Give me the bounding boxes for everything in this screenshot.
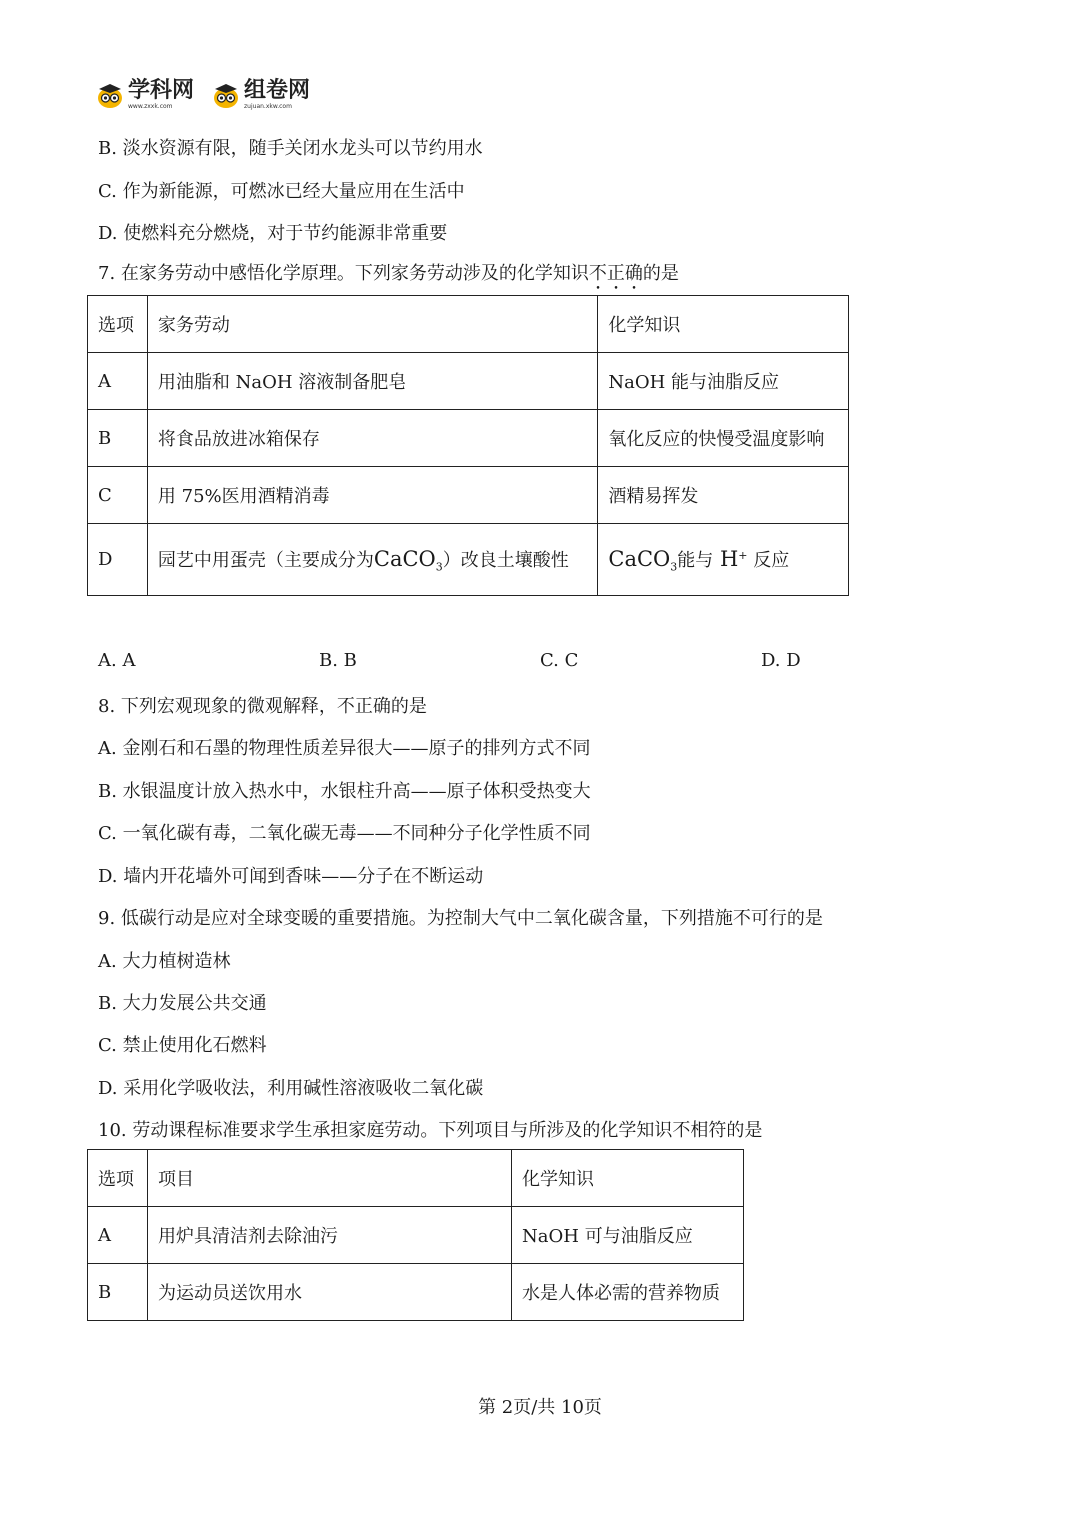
q6-option-c: C. 作为新能源，可燃冰已经大量应用在生活中 [98, 181, 465, 202]
choice-d[interactable]: D. D [761, 650, 801, 671]
table-cell: B [88, 1264, 148, 1321]
q7-emphasis: 不正确 [588, 263, 643, 284]
table-cell: 水是人体必需的营养物质 [512, 1264, 744, 1321]
table-cell: NaOH 可与油脂反应 [512, 1207, 744, 1264]
logo-zujuan [212, 80, 310, 110]
table-row [88, 467, 849, 524]
q9-option-b: B. 大力发展公共交通 [98, 993, 267, 1014]
table-cell: NaOH 能与油脂反应 [598, 353, 849, 410]
logo-zxxk [96, 80, 194, 110]
table-header-cell: 家务劳动 [147, 296, 597, 353]
table-cell: C [88, 467, 148, 524]
table-cell: CaCO$_3$能与 H+ 反应 [598, 524, 849, 596]
table-cell: 用 75%医用酒精消毒 [147, 467, 597, 524]
page-number: 第 2页/共 10页 [478, 1397, 602, 1418]
q8-option-b: B. 水银温度计放入热水中，水银柱升高——原子体积受热变大 [98, 781, 591, 802]
q9-option-a: A. 大力植树造林 [98, 951, 231, 972]
table-header-cell: 项目 [147, 1150, 511, 1207]
q7-stem: 7. 在家务劳动中感悟化学原理。下列家务劳动涉及的化学知识不正确的是 [98, 263, 679, 284]
table-cell: 园艺中用蛋壳（主要成分为CaCO$_3$）改良土壤酸性 [147, 524, 597, 596]
table-cell: A [88, 1207, 148, 1264]
q9-stem: 9. 低碳行动是应对全球变暖的重要措施。为控制大气中二氧化碳含量，下列措施不可行的是 [98, 908, 823, 929]
q10-stem: 10. 劳动课程标准要求学生承担家庭劳动。下列项目与所涉及的化学知识不相符的是 [98, 1120, 763, 1141]
table-cell: 酒精易挥发 [598, 467, 849, 524]
choice-c[interactable]: C. C [540, 650, 579, 671]
table-cell: D [88, 524, 148, 596]
owl-mascot-icon [212, 81, 240, 109]
table-row [88, 410, 849, 467]
q7-table [87, 295, 849, 596]
table-header-cell: 选项 [88, 1150, 148, 1207]
table-row [88, 1207, 744, 1264]
q9-option-d: D. 采用化学吸收法，利用碱性溶液吸收二氧化碳 [98, 1078, 484, 1099]
table-header-row [88, 1150, 744, 1207]
q8-option-d: D. 墙内开花墙外可闻到香味——分子在不断运动 [98, 866, 484, 887]
table-cell: A [88, 353, 148, 410]
table-row [88, 353, 849, 410]
table-cell: 用炉具清洁剂去除油污 [147, 1207, 511, 1264]
header-logos [96, 80, 310, 110]
table-header-cell: 化学知识 [598, 296, 849, 353]
q6-option-d: D. 使燃料充分燃烧，对于节约能源非常重要 [98, 223, 448, 244]
table-cell: 氧化反应的快慢受温度影响 [598, 410, 849, 467]
table-cell: 为运动员送饮用水 [147, 1264, 511, 1321]
table-header-cell: 化学知识 [512, 1150, 744, 1207]
q6-option-b: B. 淡水资源有限，随手关闭水龙头可以节约用水 [98, 138, 483, 159]
q8-option-a: A. 金刚石和石墨的物理性质差异很大——原子的排列方式不同 [98, 738, 591, 759]
q8-option-c: C. 一氧化碳有毒，二氧化碳无毒——不同种分子化学性质不同 [98, 823, 591, 844]
table-row [88, 524, 849, 596]
table-cell: 将食品放进冰箱保存 [147, 410, 597, 467]
logo-name: 组卷网 [244, 78, 311, 103]
logo-url: www.zxxk.com [128, 103, 173, 110]
table-cell: 用油脂和 NaOH 溶液制备肥皂 [147, 353, 597, 410]
logo-url: zujuan.xkw.com [244, 103, 292, 110]
choice-a[interactable]: A. A [98, 650, 136, 671]
table-header-row [88, 296, 849, 353]
owl-mascot-icon [96, 81, 124, 109]
table-header-cell: 选项 [88, 296, 148, 353]
choice-b[interactable]: B. B [319, 650, 357, 671]
q8-stem: 8. 下列宏观现象的微观解释，不正确的是 [98, 696, 427, 717]
logo-name: 学科网 [128, 78, 195, 103]
q10-table [87, 1149, 744, 1321]
table-cell: B [88, 410, 148, 467]
q9-option-c: C. 禁止使用化石燃料 [98, 1035, 267, 1056]
table-row [88, 1264, 744, 1321]
